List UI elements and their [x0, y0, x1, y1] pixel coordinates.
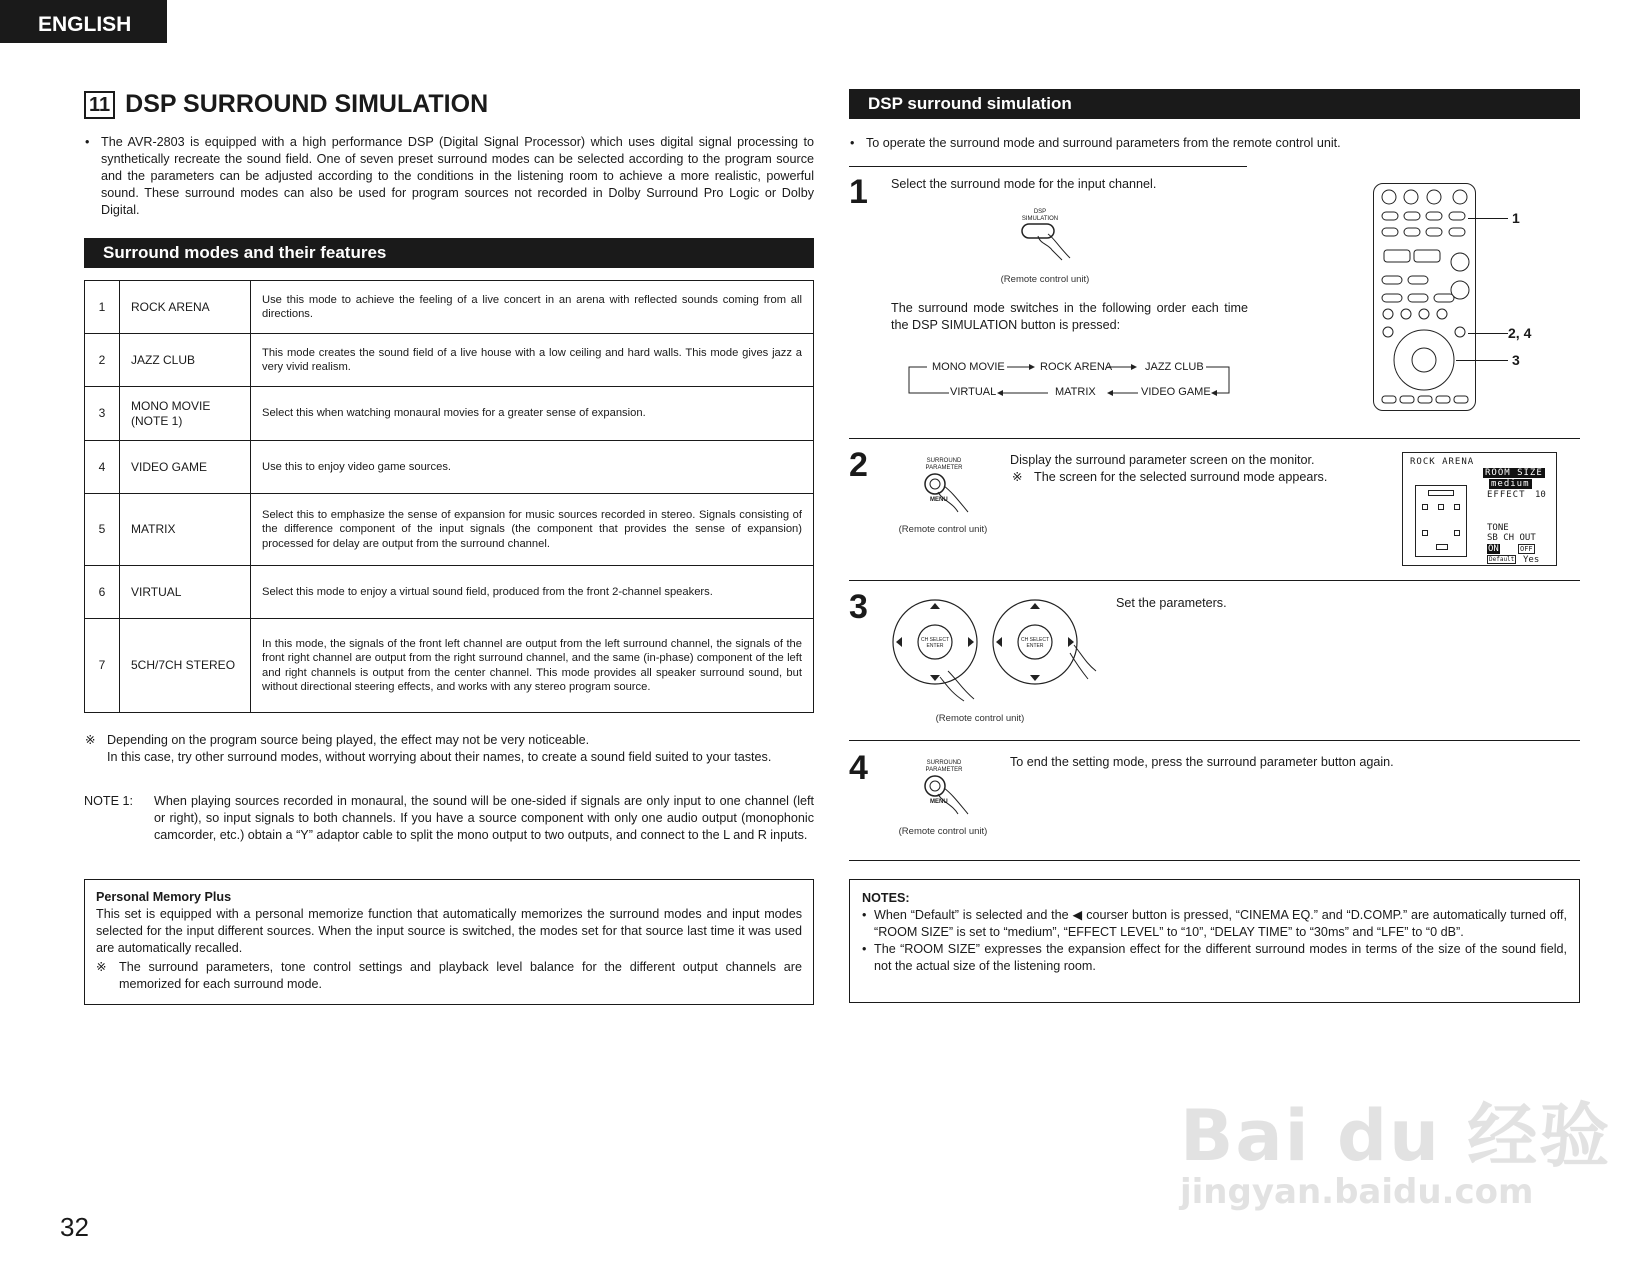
mode-name: VIRTUAL — [120, 566, 251, 619]
effect-note — [85, 732, 814, 766]
intro-paragraph — [85, 134, 814, 219]
hand-press-icon — [1018, 222, 1078, 262]
cycle-mode: MONO MOVIE — [932, 361, 1005, 373]
divider — [849, 740, 1580, 741]
note-1 — [84, 793, 814, 844]
modes-heading: Surround modes and their features — [84, 238, 814, 268]
mode-name: VIDEO GAME — [120, 441, 251, 494]
callout-line — [1468, 218, 1508, 219]
table-row — [85, 494, 814, 566]
table-row — [85, 387, 814, 441]
mode-number: 6 — [85, 566, 120, 619]
personal-memory-box — [84, 879, 814, 1005]
table-row — [85, 566, 814, 619]
remote-caption: (Remote control unit) — [935, 713, 1025, 724]
remote-caption: (Remote control unit) — [898, 826, 988, 837]
bullet: • — [862, 942, 867, 956]
right-intro-text: To operate the surround mode and surround parameters from the remote control unit. — [866, 136, 1341, 150]
note-mark: ※ — [1012, 470, 1023, 484]
divider — [849, 860, 1580, 861]
right-intro — [850, 135, 1566, 152]
hand-press-icon — [920, 774, 980, 824]
osd-room-value: medium — [1491, 479, 1530, 489]
memory-text: This set is equipped with a personal memorize function that automatically memorizes the surround modes and input modes selected for the input different sources. When the input source is switched, the modes set for that source last time it was used are automatically recalled. — [96, 907, 802, 955]
button-label-line: SIMULATION — [1021, 216, 1059, 222]
mode-description: Select this mode to enjoy a virtual sound field, produced from the front 2-channel speakers. — [251, 566, 814, 619]
callout-label: 2, 4 — [1508, 325, 1532, 341]
mode-number: 1 — [85, 281, 120, 334]
notes-title: NOTES: — [862, 891, 910, 905]
remote-buttons-graphic — [1374, 184, 1477, 412]
note-item — [862, 941, 1567, 975]
mode-description: Select this when watching monaural movies for a greater sense of expansion. — [251, 387, 814, 441]
step-1-text: Select the surround mode for the input channel. — [891, 177, 1157, 191]
step-4-text: To end the setting mode, press the surround parameter button again. — [1010, 755, 1394, 769]
intro-text: The AVR-2803 is equipped with a high performance DSP (Digital Signal Processor) which uses digital signal processing to synthetically recreate the sound field. One of seven preset surround modes can be selected according to the program source and the parameters can be adjusted according to the conditions in the listening room to achieve a more realistic, powerful sound. These surround modes can also be used for program sources not recorded in Dolby Surround Pro Logic or Dolby Digital. — [101, 135, 814, 217]
mode-number: 5 — [85, 494, 120, 566]
mode-description: This mode creates the sound field of a live house with a low ceiling and hard walls. This mode gives jazz a very vivid realism. — [251, 334, 814, 387]
note-mark: ※ — [96, 960, 107, 974]
osd-screen — [1402, 452, 1557, 566]
divider — [849, 580, 1580, 581]
cycle-mode: JAZZ CLUB — [1145, 361, 1204, 373]
osd-default: Default — [1489, 556, 1515, 563]
mode-number: 3 — [85, 387, 120, 441]
watermark-logo: Bai du 经验 — [1180, 1095, 1612, 1177]
button-label-line: PARAMETER — [925, 465, 963, 471]
osd-yes: Yes — [1523, 555, 1540, 565]
table-row — [85, 441, 814, 494]
table-row — [85, 334, 814, 387]
mode-number: 4 — [85, 441, 120, 494]
speaker-layout-icon — [1415, 485, 1467, 557]
notes-box — [849, 879, 1580, 1003]
bullet: • — [85, 135, 90, 149]
mode-name: MATRIX — [120, 494, 251, 566]
step-3-text: Set the parameters. — [1116, 596, 1227, 610]
menu-label: MENU — [930, 497, 948, 503]
mode-note-ref: (NOTE 1) — [131, 413, 183, 428]
callout-line — [1468, 333, 1508, 334]
page-title — [84, 90, 488, 119]
surround-parameter-button-label — [909, 760, 979, 774]
effect-note-text: Depending on the program source being played, the effect may not be very noticeable. — [107, 733, 590, 747]
step-number-2: 2 — [849, 446, 868, 484]
mode-description: Use this to enjoy video game sources. — [251, 441, 814, 494]
menu-label: MENU — [930, 799, 948, 805]
enter-label: CH SELECT ENTER — [920, 637, 950, 649]
bullet: • — [850, 136, 855, 150]
page-number: 32 — [60, 1212, 89, 1242]
mode-name: 5CH/7CH STEREO — [120, 619, 251, 713]
osd-off: OFF — [1520, 545, 1533, 553]
mode-name: MONO MOVIE — [131, 399, 211, 413]
surround-parameter-button-label — [909, 458, 979, 472]
note-1-label: NOTE 1: — [84, 794, 133, 808]
cycle-mode: MATRIX — [1055, 386, 1096, 398]
button-label-line: PARAMETER — [925, 767, 963, 773]
note-mark: ※ — [85, 733, 96, 747]
watermark-url: jingyan.baidu.com — [1180, 1172, 1534, 1212]
step-2-subnote — [1012, 469, 1392, 486]
osd-effect-value: 10 — [1535, 490, 1546, 500]
divider — [849, 438, 1580, 439]
osd-on: ON — [1488, 544, 1499, 554]
enter-label: CH SELECT ENTER — [1020, 637, 1050, 649]
cycle-mode: ROCK ARENA — [1040, 361, 1113, 373]
section-number: 11 — [84, 91, 115, 119]
mode-name: JAZZ CLUB — [120, 334, 251, 387]
button-label-line: SURROUND — [926, 458, 962, 464]
language-tab: ENGLISH — [0, 0, 167, 43]
callout-line — [1456, 360, 1508, 361]
hand-press-icon — [920, 472, 980, 522]
remote-caption: (Remote control unit) — [898, 524, 988, 535]
callout-label: 1 — [1512, 210, 1520, 226]
osd-mode: ROCK ARENA — [1410, 457, 1475, 467]
modes-table — [84, 280, 814, 713]
cycle-mode: VIDEO GAME — [1141, 386, 1211, 398]
step-number-4: 4 — [849, 749, 868, 787]
button-label-line: SURROUND — [926, 760, 962, 766]
effect-note-text-2: In this case, try other surround modes, without worrying about their names, to create a sound field suited to your tastes. — [107, 750, 772, 764]
mode-name: ROCK ARENA — [120, 281, 251, 334]
mode-description: Use this mode to achieve the feeling of a live concert in an arena with reflected sounds coming from all directions. — [251, 281, 814, 334]
osd-sb-ch-out: SB CH OUT — [1487, 533, 1536, 543]
divider — [849, 166, 1247, 167]
memory-note — [96, 959, 802, 993]
osd-effect: EFFECT — [1487, 490, 1526, 500]
bullet: • — [862, 908, 867, 922]
table-row — [85, 619, 814, 713]
cycle-mode: VIRTUAL — [950, 386, 997, 398]
step-number-1: 1 — [849, 173, 868, 211]
note-1-text: When playing sources recorded in monaural, the sound will be one-sided if signals are only input to one channel (left or right), so input signals to both channels. If you have a source component with only one audio output (monophonic camcorder, etc.) obtain a “Y” adaptor cable to split the mono output to two outputs, and connect to the L and R inputs. — [154, 794, 814, 842]
step-2-subnote-text: The screen for the selected surround mode appears. — [1034, 470, 1328, 484]
cursor-pad-illustration — [890, 597, 1100, 707]
button-label-line: DSP — [1033, 209, 1047, 215]
switch-order-text: The surround mode switches in the following order each time the DSP SIMULATION button is pressed: — [891, 301, 1248, 332]
mode-description: In this mode, the signals of the front left channel are output from the left surround channel, the signals of the front right channel are output from the right surround channel, and the same (in-phase) component of the left and right channels is output from the center channel. This mode provides all speaker surround sound, but without directional steering effects, and works with any stereo program source. — [251, 619, 814, 713]
dsp-heading: DSP surround simulation — [849, 89, 1580, 119]
callout-label: 3 — [1512, 352, 1520, 368]
mode-number: 2 — [85, 334, 120, 387]
memory-note-text: The surround parameters, tone control settings and playback level balance for the different output channels are memorized for each surround mode. — [119, 960, 802, 991]
dsp-simulation-button-label — [1005, 209, 1075, 223]
step-number-3: 3 — [849, 588, 868, 626]
remote-control-image — [1373, 183, 1476, 411]
remote-caption: (Remote control unit) — [1000, 274, 1090, 285]
step-2-text: Display the surround parameter screen on the monitor. — [1010, 453, 1315, 467]
note-item — [862, 907, 1567, 941]
table-row — [85, 281, 814, 334]
mode-description: Select this to emphasize the sense of expansion for music sources recorded in stereo. Signals consisting of the difference component of the input signals (the component that provides the sense of expansion) processed for delay are output from the surround channel. — [251, 494, 814, 566]
note-item-text: The “ROOM SIZE” expresses the expansion effect for the different surround modes in terms of the size of the sound field, not the actual size of the listening room. — [874, 942, 1567, 973]
mode-name-cell — [120, 387, 251, 441]
title-text: DSP SURROUND SIMULATION — [125, 90, 489, 118]
memory-title: Personal Memory Plus — [96, 890, 232, 904]
mode-number: 7 — [85, 619, 120, 713]
note-item-text: When “Default” is selected and the ◀ courser button is pressed, “CINEMA EQ.” and “D.COMP.” are automatically turned off, “ROOM SIZE” is set to “medium”, “EFFECT LEVEL” to “10”, “DELAY TIME” to “30ms” and “LFE” to “0 dB”. — [874, 908, 1567, 939]
osd-tone: TONE — [1487, 523, 1509, 533]
osd-room-size: ROOM SIZE — [1485, 468, 1543, 478]
